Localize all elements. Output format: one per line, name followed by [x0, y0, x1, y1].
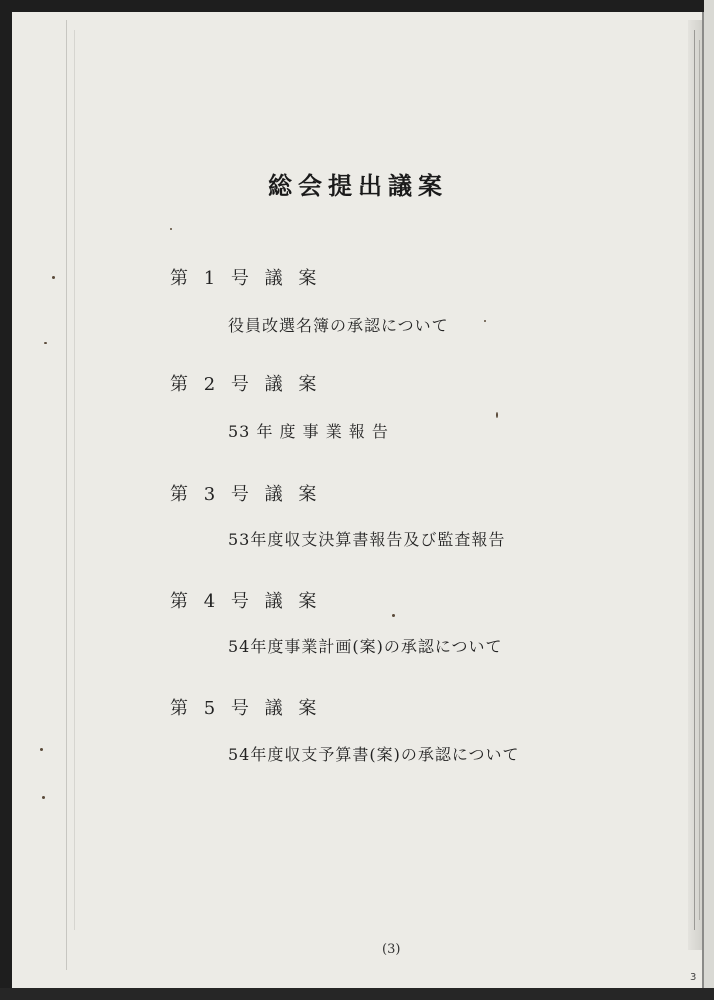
scan-speck: [44, 342, 47, 344]
scan-speck: [40, 748, 43, 751]
page-number: (3): [382, 942, 401, 957]
agenda-item-4-number: 第 4 号 議 案: [170, 591, 322, 612]
scan-speck: [496, 412, 498, 418]
scan-speck: [484, 320, 486, 322]
scan-speck: [42, 796, 45, 799]
stacked-page-edge-secondary: [699, 40, 700, 920]
agenda-item-2-subject: 53 年 度 事 業 報 告: [228, 422, 389, 441]
agenda-item-3-number: 第 3 号 議 案: [170, 484, 322, 505]
fold-line: [66, 20, 67, 970]
paper-sheet: [12, 12, 702, 988]
scan-border-left: [0, 0, 12, 1000]
agenda-item-5-number: 第 5 号 議 案: [170, 698, 322, 719]
scan-speck: [52, 276, 55, 279]
scan-corner-number: 3: [690, 972, 697, 983]
agenda-item-4-subject: 54年度事業計画(案)の承認について: [228, 637, 503, 656]
scan-speck: [170, 228, 172, 230]
agenda-item-5-subject: 54年度収支予算書(案)の承認について: [228, 745, 520, 764]
scan-speck: [392, 614, 395, 617]
scan-border-bottom: [0, 988, 714, 1000]
agenda-item-2-number: 第 2 号 議 案: [170, 374, 322, 395]
agenda-item-3-subject: 53年度収支決算書報告及び監査報告: [228, 530, 506, 549]
scan-border-right: [704, 0, 714, 1000]
scan-border-top: [0, 0, 714, 12]
agenda-item-1-number: 第 1 号 議 案: [170, 268, 322, 289]
fold-line-secondary: [74, 30, 75, 930]
agenda-item-1-subject: 役員改選名簿の承認について: [228, 316, 449, 335]
document-title: 総会提出議案: [268, 171, 448, 200]
stacked-page-edge: [694, 30, 695, 930]
